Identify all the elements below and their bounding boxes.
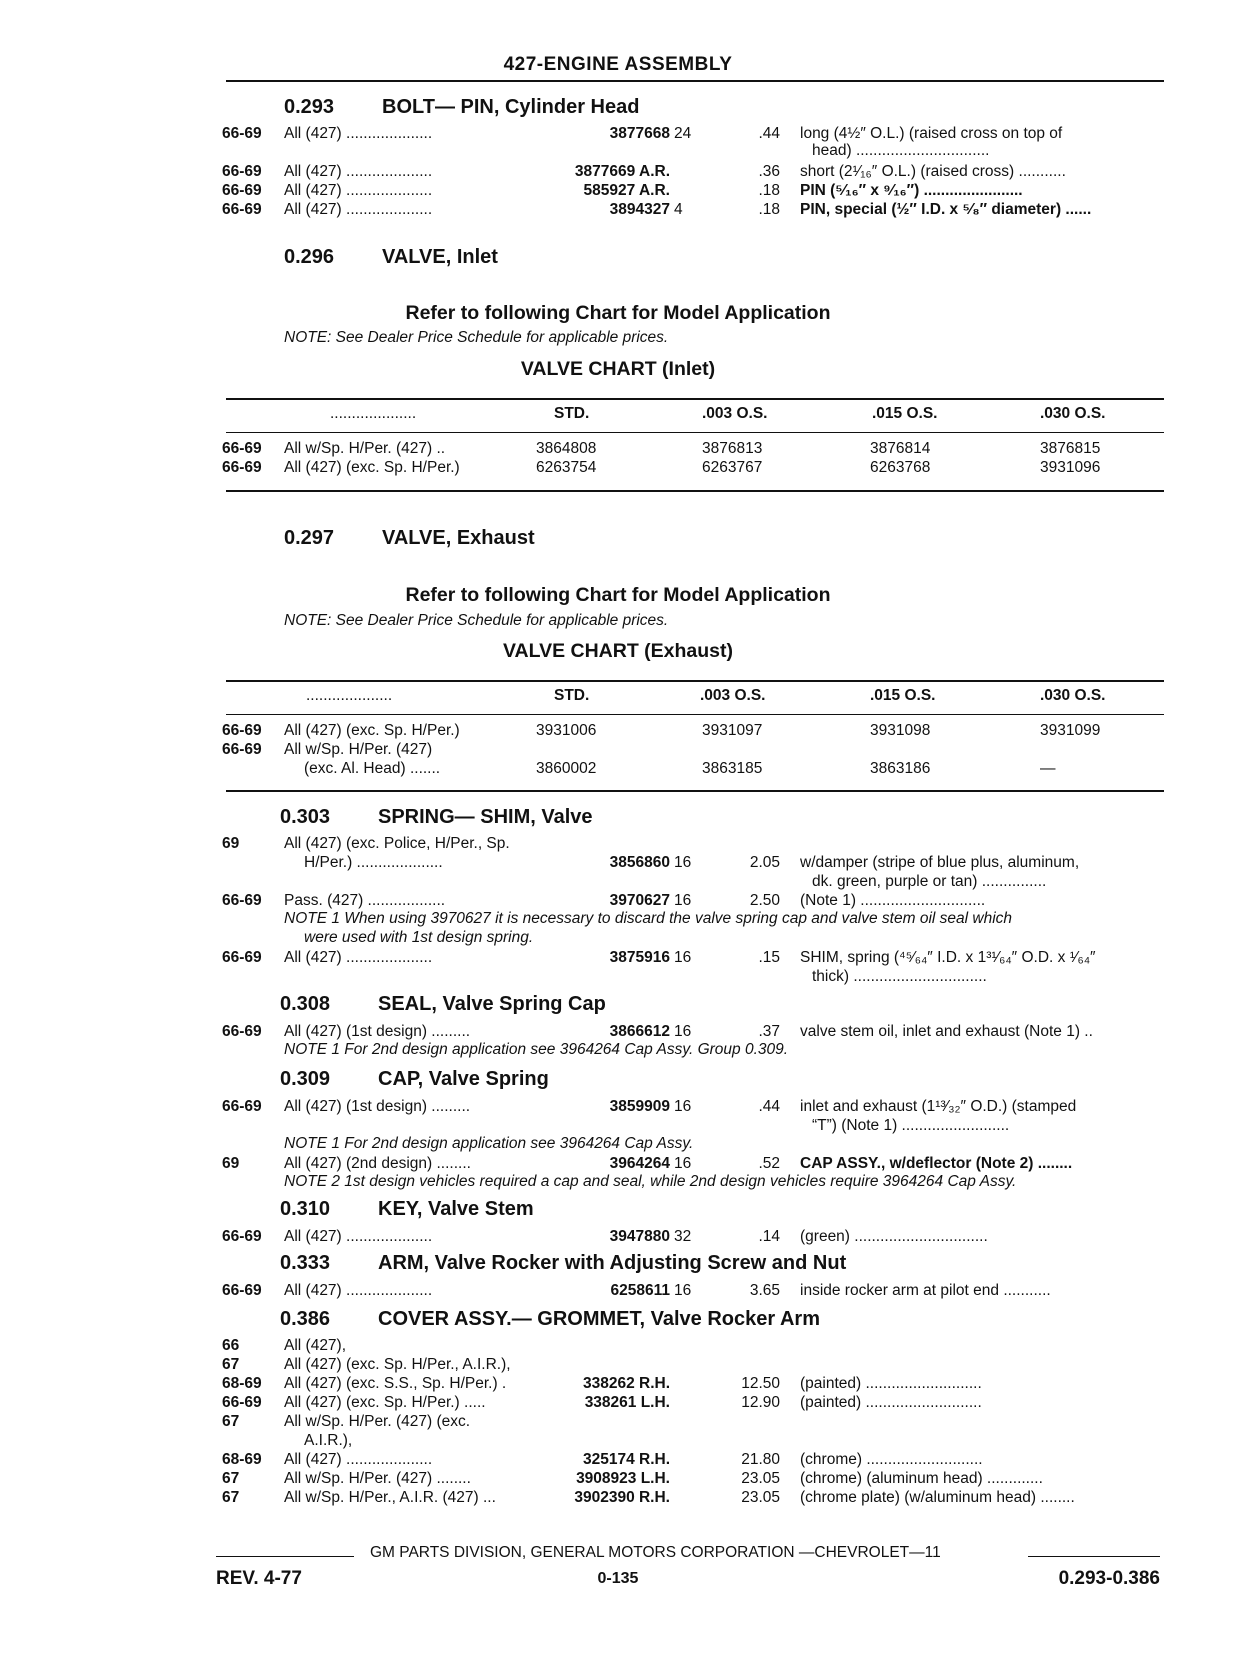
price: 21.80 xyxy=(741,1451,780,1468)
chart-row xyxy=(0,440,1236,459)
part-number: 3877668 xyxy=(609,125,670,142)
part-number: 6263768 xyxy=(870,459,931,476)
description: PIN (⁵⁄₁₆″ x ⁹⁄₁₆″) ....................... xyxy=(800,182,1023,199)
description: (chrome) (aluminum head) ............. xyxy=(800,1470,1043,1487)
chart-row xyxy=(0,741,1236,760)
description: PIN, special (½″ I.D. x ⁵⁄₈″ diameter) ...... xyxy=(800,201,1092,218)
part-number: 3908923 L.H. xyxy=(576,1470,670,1487)
part-row: 66-69 All (427) (1st design) ......... 3859909 16 .44 inlet and exhaust (1¹³⁄₃₂″ O.D.) (stamped “T”) (Note 1) ......................... xyxy=(222,1098,1077,1134)
model-year: 66-69 xyxy=(222,125,262,142)
section-heading-0310: 0.310 KEY, Valve Stem xyxy=(280,1198,534,1220)
chart-refer-inlet: Refer to following Chart for Model Application xyxy=(405,302,831,324)
section-heading-0297: 0.297 VALVE, Exhaust xyxy=(284,527,535,549)
exhaust-chart-header: .................... STD. .003 O.S. .015 O.S. .030 O.S. xyxy=(306,687,1106,704)
application: All (427) (exc. Sp. H/Per.) xyxy=(284,722,460,739)
exhaust-chart-head-rule xyxy=(226,714,1164,715)
footer-page-number: 0-135 xyxy=(597,1570,639,1587)
price: 23.05 xyxy=(741,1489,780,1506)
header-rule xyxy=(226,80,1164,82)
chart-note-inlet: NOTE: See Dealer Price Schedule for applicable prices. xyxy=(284,329,669,346)
model-year: 66-69 xyxy=(222,1394,262,1411)
description-cont: head) ............................... xyxy=(812,142,990,159)
chart-row xyxy=(0,459,1236,478)
application: (exc. Al. Head) ....... xyxy=(304,760,441,777)
part-row xyxy=(0,1488,1236,1507)
description: (chrome) ........................... xyxy=(800,1451,983,1468)
part-number: 325174 R.H. xyxy=(582,1451,670,1468)
model-year: 66-69 xyxy=(222,440,262,457)
model-year: 66 xyxy=(222,1337,240,1354)
application: All w/Sp. H/Per. (427) ........ xyxy=(284,1470,471,1487)
model-year: 67 xyxy=(222,1356,240,1373)
part-number: 3931096 xyxy=(1040,459,1101,476)
price: .44 xyxy=(758,125,780,142)
application: A.I.R.), xyxy=(304,1432,353,1449)
part-number: 3931006 xyxy=(536,722,597,739)
part-row: 66-69 All (427) (1st design) ......... 3866612 16 .37 valve stem oil, inlet and exhaust (Note 1) .. xyxy=(222,1023,1093,1040)
section-heading-0296: 0.296 VALVE, Inlet xyxy=(284,246,498,268)
application: All (427) .................... xyxy=(284,125,433,142)
part-number: 3877669 A.R. xyxy=(574,163,670,180)
part-number: 3876814 xyxy=(870,440,931,457)
part-row xyxy=(0,1431,1236,1450)
part-row xyxy=(0,181,1236,200)
description: short (2¹⁄₁₆″ O.L.) (raised cross) ........... xyxy=(800,163,1066,180)
footer-rule-left xyxy=(216,1556,354,1557)
part-row xyxy=(0,124,1236,159)
model-year: 67 xyxy=(222,1489,240,1506)
part-number: — xyxy=(1040,760,1056,777)
model-year: 66-69 xyxy=(222,201,262,218)
description: (chrome plate) (w/aluminum head) ........ xyxy=(800,1489,1075,1506)
price: .18 xyxy=(758,201,780,218)
inlet-chart-head-rule xyxy=(226,432,1164,433)
application: All (427) (exc. Sp. H/Per., A.I.R.), xyxy=(284,1356,511,1373)
part-number: 585927 A.R. xyxy=(583,182,670,199)
note-text: NOTE 1 For 2nd design application see 3964264 Cap Assy. Group 0.309. xyxy=(284,1041,789,1058)
model-year: 68-69 xyxy=(222,1375,262,1392)
chart-refer-exhaust: Refer to following Chart for Model Application xyxy=(405,584,831,606)
application: All (427) .................... xyxy=(284,163,433,180)
model-year: 66-69 xyxy=(222,459,262,476)
part-number: 3902390 R.H. xyxy=(574,1489,670,1506)
price: 23.05 xyxy=(741,1470,780,1487)
section-heading-0309: 0.309 CAP, Valve Spring xyxy=(280,1068,549,1090)
section-heading-0293: 0.293 BOLT— PIN, Cylinder Head xyxy=(284,96,640,118)
model-year: 67 xyxy=(222,1413,240,1430)
part-number: 3931097 xyxy=(702,722,763,739)
inlet-chart-title: VALVE CHART (Inlet) xyxy=(520,358,716,380)
price: 12.50 xyxy=(741,1375,780,1392)
price: .18 xyxy=(758,182,780,199)
application: All w/Sp. H/Per., A.I.R. (427) ... xyxy=(284,1489,496,1506)
inlet-chart-top-rule xyxy=(226,398,1164,400)
application: All (427) .................... xyxy=(284,1451,433,1468)
note-text: NOTE 2 1st design vehicles required a cap and seal, while 2nd design vehicles require 3964264 Cap Assy. xyxy=(284,1173,1017,1190)
part-row: 66-69 All (427) .................... 3875916 16 .15 SHIM, spring (⁴⁵⁄₆₄″ I.D. x 1³¹⁄₆₄″ O.D. x ¹⁄₆₄″ thick) ............................... xyxy=(222,949,1096,985)
price: 12.90 xyxy=(741,1394,780,1411)
part-row xyxy=(0,1412,1236,1431)
price: .36 xyxy=(758,163,780,180)
application: All (427) .................... xyxy=(284,182,433,199)
section-heading-0303: 0.303 SPRING— SHIM, Valve xyxy=(280,806,593,828)
application: All (427) (exc. Sp. H/Per.) ..... xyxy=(284,1394,486,1411)
description: long (4½″ O.L.) (raised cross on top of xyxy=(800,125,1063,142)
exhaust-chart-title: VALVE CHART (Exhaust) xyxy=(502,640,734,662)
section-heading-0386: 0.386 COVER ASSY.— GROMMET, Valve Rocker Arm xyxy=(280,1308,820,1330)
chart-note-exhaust: NOTE: See Dealer Price Schedule for applicable prices. xyxy=(284,612,669,629)
part-number: 6263767 xyxy=(702,459,763,476)
note-text: NOTE 1 For 2nd design application see 3964264 Cap Assy. xyxy=(284,1135,694,1152)
application: All w/Sp. H/Per. (427) (exc. xyxy=(284,1413,471,1430)
inlet-chart-bottom-rule xyxy=(226,490,1164,492)
footer-group-range: 0.293-0.386 xyxy=(1058,1568,1160,1589)
part-row xyxy=(0,1355,1236,1374)
model-year: 66-69 xyxy=(222,741,262,758)
section-heading-0333: 0.333 ARM, Valve Rocker with Adjusting Screw and Nut xyxy=(280,1252,847,1274)
part-row: 66-69 All (427) .................... 3947880 32 .14 (green) ............................... xyxy=(222,1228,988,1245)
section-heading-0308: 0.308 SEAL, Valve Spring Cap xyxy=(280,993,606,1015)
description: (painted) ........................... xyxy=(800,1394,982,1411)
part-number: 3864808 xyxy=(536,440,597,457)
application: All (427) (exc. Sp. H/Per.) xyxy=(284,459,460,476)
part-row xyxy=(0,1450,1236,1469)
chart-row xyxy=(0,760,1236,779)
quantity: 4 xyxy=(674,201,683,218)
part-row xyxy=(0,1374,1236,1393)
inlet-chart-header: .................... STD. .003 O.S. .015 O.S. .030 O.S. xyxy=(330,405,1106,422)
description: (painted) ........................... xyxy=(800,1375,982,1392)
footer-division: GM PARTS DIVISION, GENERAL MOTORS CORPORATION —CHEVROLET—11 xyxy=(370,1544,941,1561)
quantity: 24 xyxy=(674,125,692,142)
chart-row xyxy=(0,722,1236,741)
application: All (427), xyxy=(284,1337,347,1354)
part-row: 66-69 Pass. (427) .................. 3970627 16 2.50 (Note 1) ............................. xyxy=(222,892,986,909)
page-title: 427-ENGINE ASSEMBLY xyxy=(503,54,733,75)
application: All (427) .................... xyxy=(284,201,433,218)
part-row: 69 All (427) (2nd design) ........ 3964264 16 .52 CAP ASSY., w/deflector (Note 2) ........ xyxy=(222,1155,1073,1172)
part-row xyxy=(0,1469,1236,1488)
part-row xyxy=(0,200,1236,219)
model-year: 66-69 xyxy=(222,182,262,199)
part-number: 3931099 xyxy=(1040,722,1101,739)
part-row xyxy=(0,1393,1236,1412)
part-number: 3894327 xyxy=(609,201,670,218)
part-row xyxy=(0,162,1236,181)
part-number: 3860002 xyxy=(536,760,597,777)
part-row: 66-69 All (427) .................... 6258611 16 3.65 inside rocker arm at pilot end ........... xyxy=(222,1282,1051,1299)
application: All (427) (exc. S.S., Sp. H/Per.) . xyxy=(284,1375,507,1392)
part-number: 3863185 xyxy=(702,760,763,777)
model-year: 66-69 xyxy=(222,163,262,180)
part-number: 338262 R.H. xyxy=(582,1375,670,1392)
application: All w/Sp. H/Per. (427) xyxy=(284,741,433,758)
note-text: NOTE 1 When using 3970627 it is necessary to discard the valve spring cap and valve stem oil seal which xyxy=(284,910,1013,927)
note-text: were used with 1st design spring. xyxy=(304,929,534,946)
part-number: 3876815 xyxy=(1040,440,1101,457)
model-year: 67 xyxy=(222,1470,240,1487)
part-row xyxy=(0,1336,1236,1355)
part-number: 338261 L.H. xyxy=(584,1394,670,1411)
footer-revision: REV. 4-77 xyxy=(216,1568,302,1589)
exhaust-chart-bottom-rule xyxy=(226,790,1164,792)
footer-rule-right xyxy=(1028,1556,1160,1557)
part-number: 3863186 xyxy=(870,760,931,777)
model-year: 68-69 xyxy=(222,1451,262,1468)
part-number: 3931098 xyxy=(870,722,931,739)
part-row-cont: H/Per.) .................... dk. green, purple or tan) ............... xyxy=(304,854,1047,890)
model-year: 66-69 xyxy=(222,722,262,739)
part-number: 3876813 xyxy=(702,440,763,457)
application: All w/Sp. H/Per. (427) .. xyxy=(284,440,446,457)
part-row: 69 All (427) (exc. Police, H/Per., Sp. 3856860 16 2.05 w/damper (stripe of blue plus, aluminum, xyxy=(222,835,1080,871)
part-number: 6263754 xyxy=(536,459,597,476)
exhaust-chart-top-rule xyxy=(226,680,1164,682)
